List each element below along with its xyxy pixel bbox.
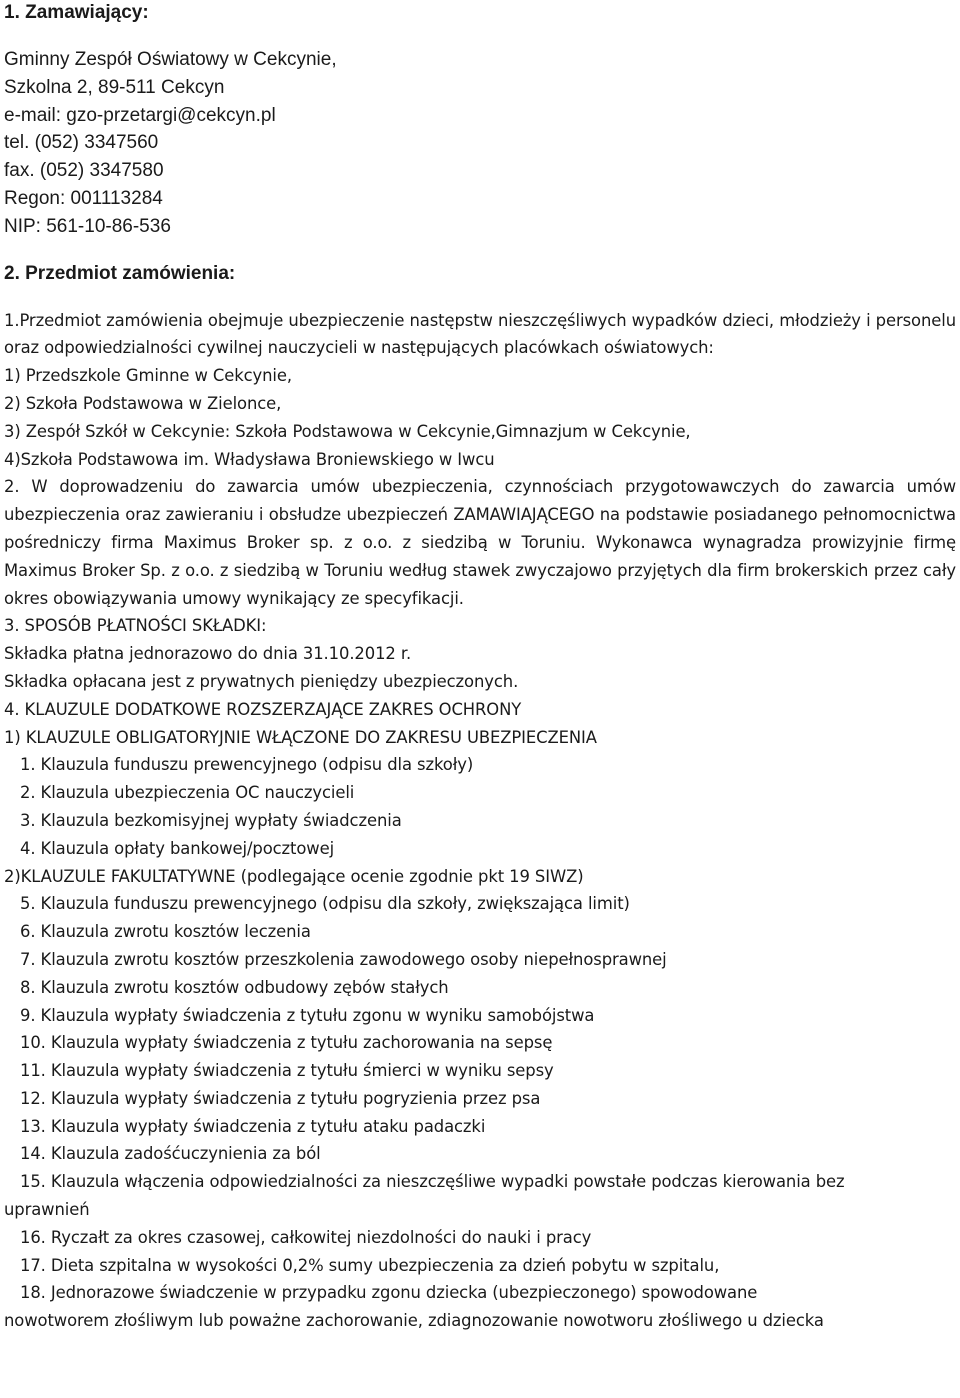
contact-fax: fax. (052) 3347580 — [4, 160, 164, 182]
document-page — [4, 0, 956, 1335]
payment-line: Składka opłacana jest z prywatnych pieniędzy ubezpieczonych. — [4, 671, 519, 691]
payment-line: Składka płatna jednorazowo do dnia 31.10.2012 r. — [4, 644, 412, 664]
facility-item: 4)Szkoła Podstawowa im. Władysława Broniewskiego w Iwcu — [4, 449, 495, 469]
clause-item: 7. Klauzula zwrotu kosztów przeszkolenia zawodowego osoby niepełnosprawnej — [20, 949, 667, 969]
contact-phone: tel. (052) 3347560 — [4, 132, 159, 154]
facility-item: 2) Szkoła Podstawowa w Zielonce, — [4, 393, 282, 413]
clause-item: 5. Klauzula funduszu prewencyjnego (odpisu dla szkoły, zwiększająca limit) — [20, 894, 630, 914]
order-subject-body — [4, 307, 956, 1335]
contact-line: Gminny Zespół Oświatowy w Cekcynie, — [4, 49, 337, 70]
clause-item: 6. Klauzula zwrotu kosztów leczenia — [20, 922, 311, 942]
clause-item: 16. Ryczałt za okres czasowej, całkowitej niezdolności do nauki i pracy — [20, 1227, 592, 1247]
clause-item: 9. Klauzula wypłaty świadczenia z tytułu zgonu w wyniku samobójstwa — [20, 1005, 595, 1025]
clause-item: 12. Klauzula wypłaty świadczenia z tytułu pogryzienia przez psa — [20, 1088, 541, 1108]
facility-item: 3) Zespół Szkół w Cekcynie: Szkoła Podstawowa w Cekcynie,Gimnazjum w Cekcynie, — [4, 421, 691, 441]
intro-paragraph: 1.Przedmiot zamówienia obejmuje ubezpieczenie następstw nieszczęśliwych wypadków dzieci, młodzieży i personelu oraz odpowiedzialności cywilnej nauczycieli w następujących placówkach oświatowych: — [4, 310, 956, 358]
clause-item: 17. Dieta szpitalna w wysokości 0,2% sumy ubezpieczenia za dzień pobytu w szpitalu, — [20, 1255, 720, 1275]
mandatory-clauses-heading: 1) KLAUZULE OBLIGATORYJNIE WŁĄCZONE DO ZAKRESU UBEZPIECZENIA — [4, 727, 597, 747]
clause-item: 4. Klauzula opłaty bankowej/pocztowej — [20, 838, 335, 858]
contracting-authority-contact — [4, 46, 956, 241]
optional-clauses-heading: 2)KLAUZULE FAKULTATYWNE (podlegające ocenie zgodnie pkt 19 SIWZ) — [4, 866, 584, 886]
clause-item: 11. Klauzula wypłaty świadczenia z tytułu śmierci w wyniku sepsy — [20, 1061, 554, 1081]
clauses-heading: 4. KLAUZULE DODATKOWE ROZSZERZAJĄCE ZAKRES OCHRONY — [4, 699, 522, 719]
contact-line: Szkolna 2, 89-511 Cekcyn — [4, 76, 225, 98]
clause-item-15-line-2: uprawnień — [4, 1200, 90, 1220]
clause-item: 8. Klauzula zwrotu kosztów odbudowy zębów stałych — [20, 977, 449, 997]
facility-item: 1) Przedszkole Gminne w Cekcynie, — [4, 366, 292, 386]
clause-item-18-line-2: nowotworem złośliwym lub poważne zachorowanie, zdiagnozowanie nowotworu złośliwego u dziecka — [4, 1311, 824, 1331]
clause-item: 13. Klauzula wypłaty świadczenia z tytułu ataku padaczki — [20, 1116, 486, 1136]
clause-item: 10. Klauzula wypłaty świadczenia z tytułu zachorowania na sepsę — [20, 1033, 553, 1053]
broker-paragraph: 2. W doprowadzeniu do zawarcia umów ubezpieczenia, czynnościach przygotowawczych do zawarcia umów ubezpieczenia oraz zawieraniu i obsłudze ubezpieczeń ZAMAWIAJĄCEGO na podstawie posiadanego pełnomocnictwa pośredniczy firma Maximus Broker sp. z o.o. z siedzibą w Toruniu. Wykonawca wynagradza prowizyjnie firmę Maximus Broker Sp. z o.o. z siedzibą w Toruniu według stawek zwyczajowo przyjętych dla firm brokerskich przez cały okres obowiązywania umowy wynikający ze specyfikacji. — [4, 477, 956, 608]
clause-item: 1. Klauzula funduszu prewencyjnego (odpisu dla szkoły) — [20, 755, 474, 775]
contact-email: e-mail: gzo-przetargi@cekcyn.pl — [4, 104, 276, 126]
section-1-heading: 1. Zamawiający: — [4, 2, 149, 23]
contact-nip: NIP: 561-10-86-536 — [4, 215, 171, 237]
clause-item-15-line-1: 15. Klauzula włączenia odpowiedzialności za nieszczęśliwe wypadki powstałe podczas kierowania bez — [20, 1172, 845, 1192]
clause-item: 3. Klauzula bezkomisyjnej wypłaty świadczenia — [20, 810, 402, 830]
payment-heading: 3. SPOSÓB PŁATNOŚCI SKŁADKI: — [4, 616, 267, 636]
clause-item: 2. Klauzula ubezpieczenia OC nauczycieli — [20, 783, 355, 803]
clause-item: 14. Klauzula zadośćuczynienia za ból — [20, 1144, 321, 1164]
clause-item-18-line-1: 18. Jednorazowe świadczenie w przypadku zgonu dziecka (ubezpieczonego) spowodowane — [20, 1283, 758, 1303]
contact-regon: Regon: 001113284 — [4, 187, 163, 209]
section-2-heading: 2. Przedmiot zamówienia: — [4, 262, 236, 284]
